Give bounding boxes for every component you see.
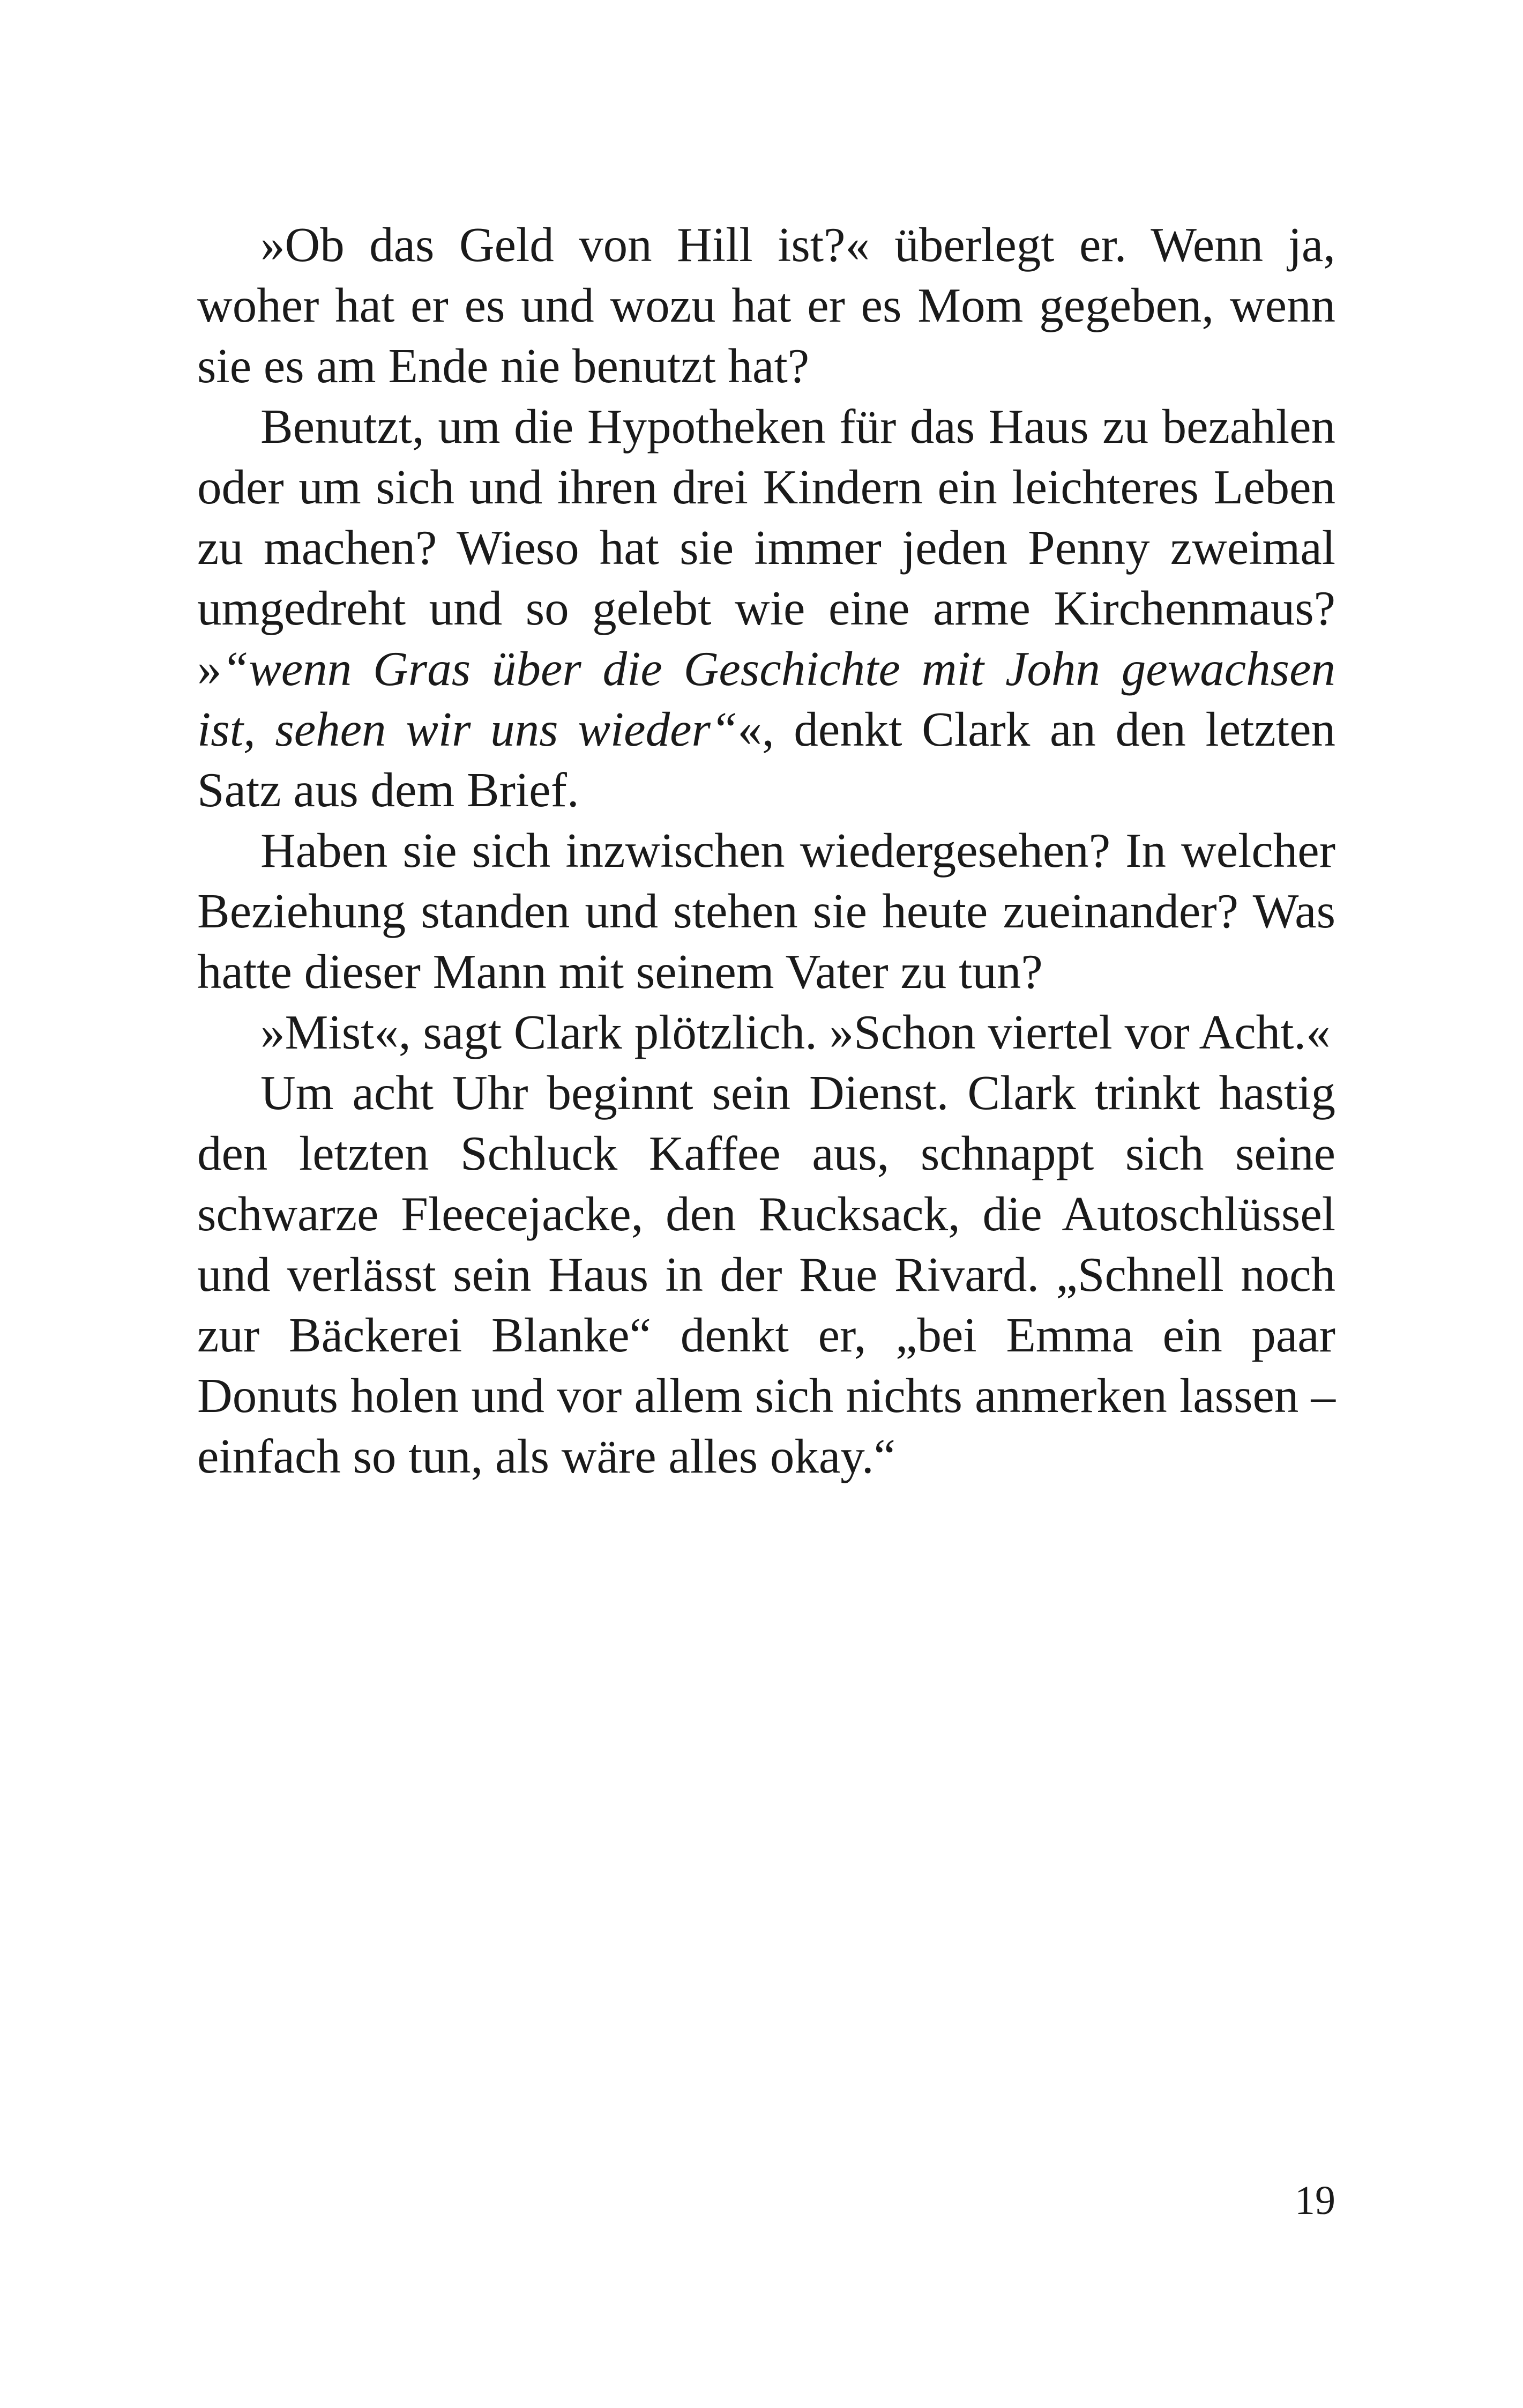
paragraph-3-text: Haben sie sich inzwischen wiedergesehen? In welcher Beziehung standen und stehen sie heute zueinander? Was hatte dieser Mann mit seinem Vater zu tun? bbox=[197, 823, 1335, 999]
page-number: 19 bbox=[1295, 2178, 1335, 2223]
paragraph-2-text-a: Benutzt, um die Hypotheken für das Haus zu bezahlen oder um sich und ihren drei Kindern ein leichteres Leben zu machen? Wieso hat sie immer jeden Penny zweimal umgedreht und so gelebt wie eine arme Kirchenmaus? » bbox=[197, 399, 1335, 696]
paragraph-2 bbox=[197, 396, 1335, 820]
paragraph-5 bbox=[197, 1062, 1335, 1487]
paragraph-1-text: »Ob das Geld von Hill ist?« überlegt er. Wenn ja, woher hat er es und wozu hat er es Mom gegeben, wenn sie es am Ende nie benutzt hat? bbox=[197, 218, 1335, 393]
paragraph-2-quote: “wenn Gras über die Geschichte mit John gewachsen ist, sehen wir uns wieder“ bbox=[197, 642, 1335, 756]
paragraph-4 bbox=[197, 1002, 1335, 1062]
paragraph-3 bbox=[197, 820, 1335, 1002]
paragraph-5-text: Um acht Uhr beginnt sein Dienst. Clark trinkt hastig den letzten Schluck Kaffee aus, schnappt sich seine schwarze Fleecejacke, den Rucksack, die Autoschlüssel und verlässt sein Haus in der Rue Rivard. „Schnell noch zur Bäckerei Blanke“ denkt er, „bei Emma ein paar Donuts holen und vor allem sich nichts anmerken lassen – einfach so tun, als wäre alles okay.“ bbox=[197, 1066, 1335, 1483]
body-text bbox=[197, 214, 1335, 1487]
paragraph-4-text: »Mist«, sagt Clark plötzlich. »Schon viertel vor Acht.« bbox=[260, 1005, 1331, 1059]
paragraph-1 bbox=[197, 214, 1335, 396]
paragraph-2-text-b: «, denkt Clark an den letzten Satz aus dem Brief. bbox=[197, 702, 1335, 817]
